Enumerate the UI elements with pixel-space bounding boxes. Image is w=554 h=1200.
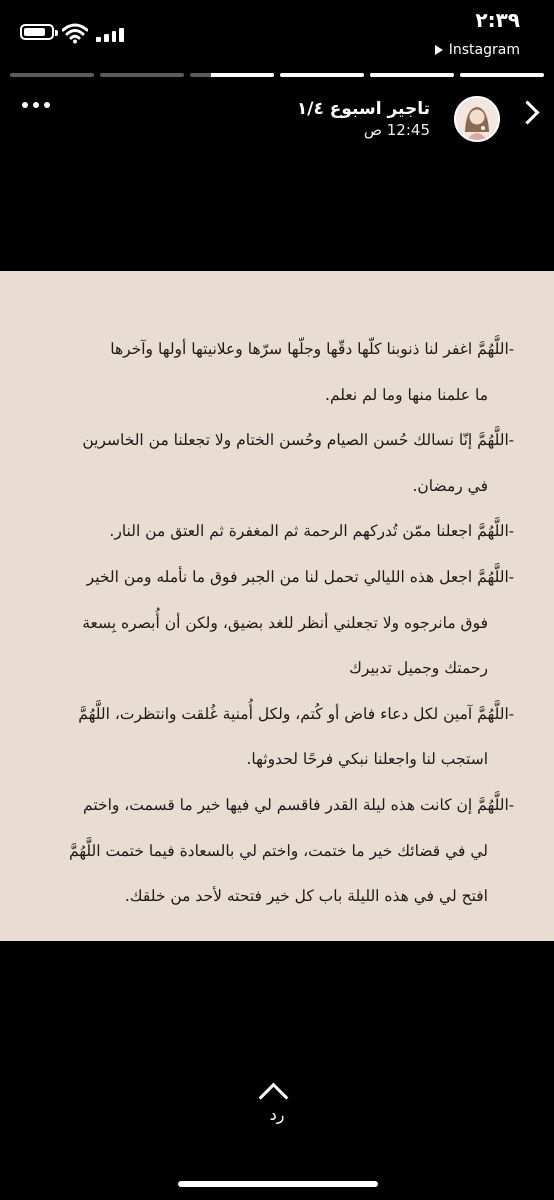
story-progress-segment [280,73,364,77]
dua-line: في رمضان. [412,476,488,495]
dua-line: -اللَّهُمَّ اجعل هذه الليالي تحمل لنا من الجبر فوق ما نأمله ومن الخير [86,567,514,586]
reply-button[interactable] [0,1075,554,1135]
cellular-signal-icon [96,26,124,42]
dua-line: -اللَّهُمَّ اجعلنا ممّن تُدركهم الرحمة ثم المغفرة ثم العتق من النار. [109,522,514,541]
story-image-card [0,271,554,941]
dua-line: فوق مانرجوه ولا تجعلني أنظر للغد بضيق، ولكن أن أُبصره بِسعة [82,613,488,632]
story-progress-segment [460,73,544,77]
story-progress-bar [10,73,544,77]
dua-line: -اللَّهُمَّ إنّا نسالك حُسن الصيام وحُسن الختام ولا تجعلنا من الخاسرين [82,431,514,450]
story-header [0,90,554,150]
dua-text [28,327,514,920]
story-post-time: 12:45 ص [363,121,430,139]
back-triangle-icon [435,45,443,55]
dua-line: افتح لي في هذه الليلة باب كل خير فتحته لأحد من خلقك. [124,887,488,906]
back-to-app-link[interactable] [435,42,520,58]
story-progress-segment [190,73,274,77]
story-progress-segment [370,73,454,77]
more-horizontal-icon[interactable] [22,102,50,108]
status-bar [0,0,554,64]
dua-line: رحمتك وجميل تدبيرك [349,659,488,678]
chevron-right-icon[interactable] [515,100,539,124]
story-user-name[interactable]: تاجير اسبوع ١/٤ [296,99,430,119]
avatar[interactable] [454,96,500,142]
battery-icon [20,24,54,40]
story-progress-segment [10,73,94,77]
dua-line: ما علمنا منها وما لم نعلم. [325,385,488,404]
dua-line: لي في قضائك خير ما ختمت، واختم لي بالسعادة فيما ختمت اللَّهُمَّ [68,841,488,860]
story-user-info[interactable] [297,98,430,140]
dua-line: استجب لنا واجعلنا نبكي فرحًا لحدوثها. [246,750,488,769]
reply-label: رد [269,1105,285,1124]
home-indicator[interactable] [178,1181,378,1187]
story-progress-segment [100,73,184,77]
dua-line: -اللَّهُمَّ إن كانت هذه ليلة القدر فاقسم لي فيها خير ما قسمت، واختم [83,795,514,814]
dua-line: -اللَّهُمَّ اغفر لنا ذنوبنا كلّها دقّها وجلّها سرّها وعلانيتها أولها وآخرها [110,340,514,358]
dua-line: -اللَّهُمَّ آمين لكل دعاء فاض أو كُتم، ولكل أُمنية غُلقت وانتظرت، اللَّهُمَّ [78,704,514,723]
status-time: ٢:٣٩ [475,8,520,32]
wifi-icon [62,22,88,44]
back-app-label: Instagram [448,42,520,58]
